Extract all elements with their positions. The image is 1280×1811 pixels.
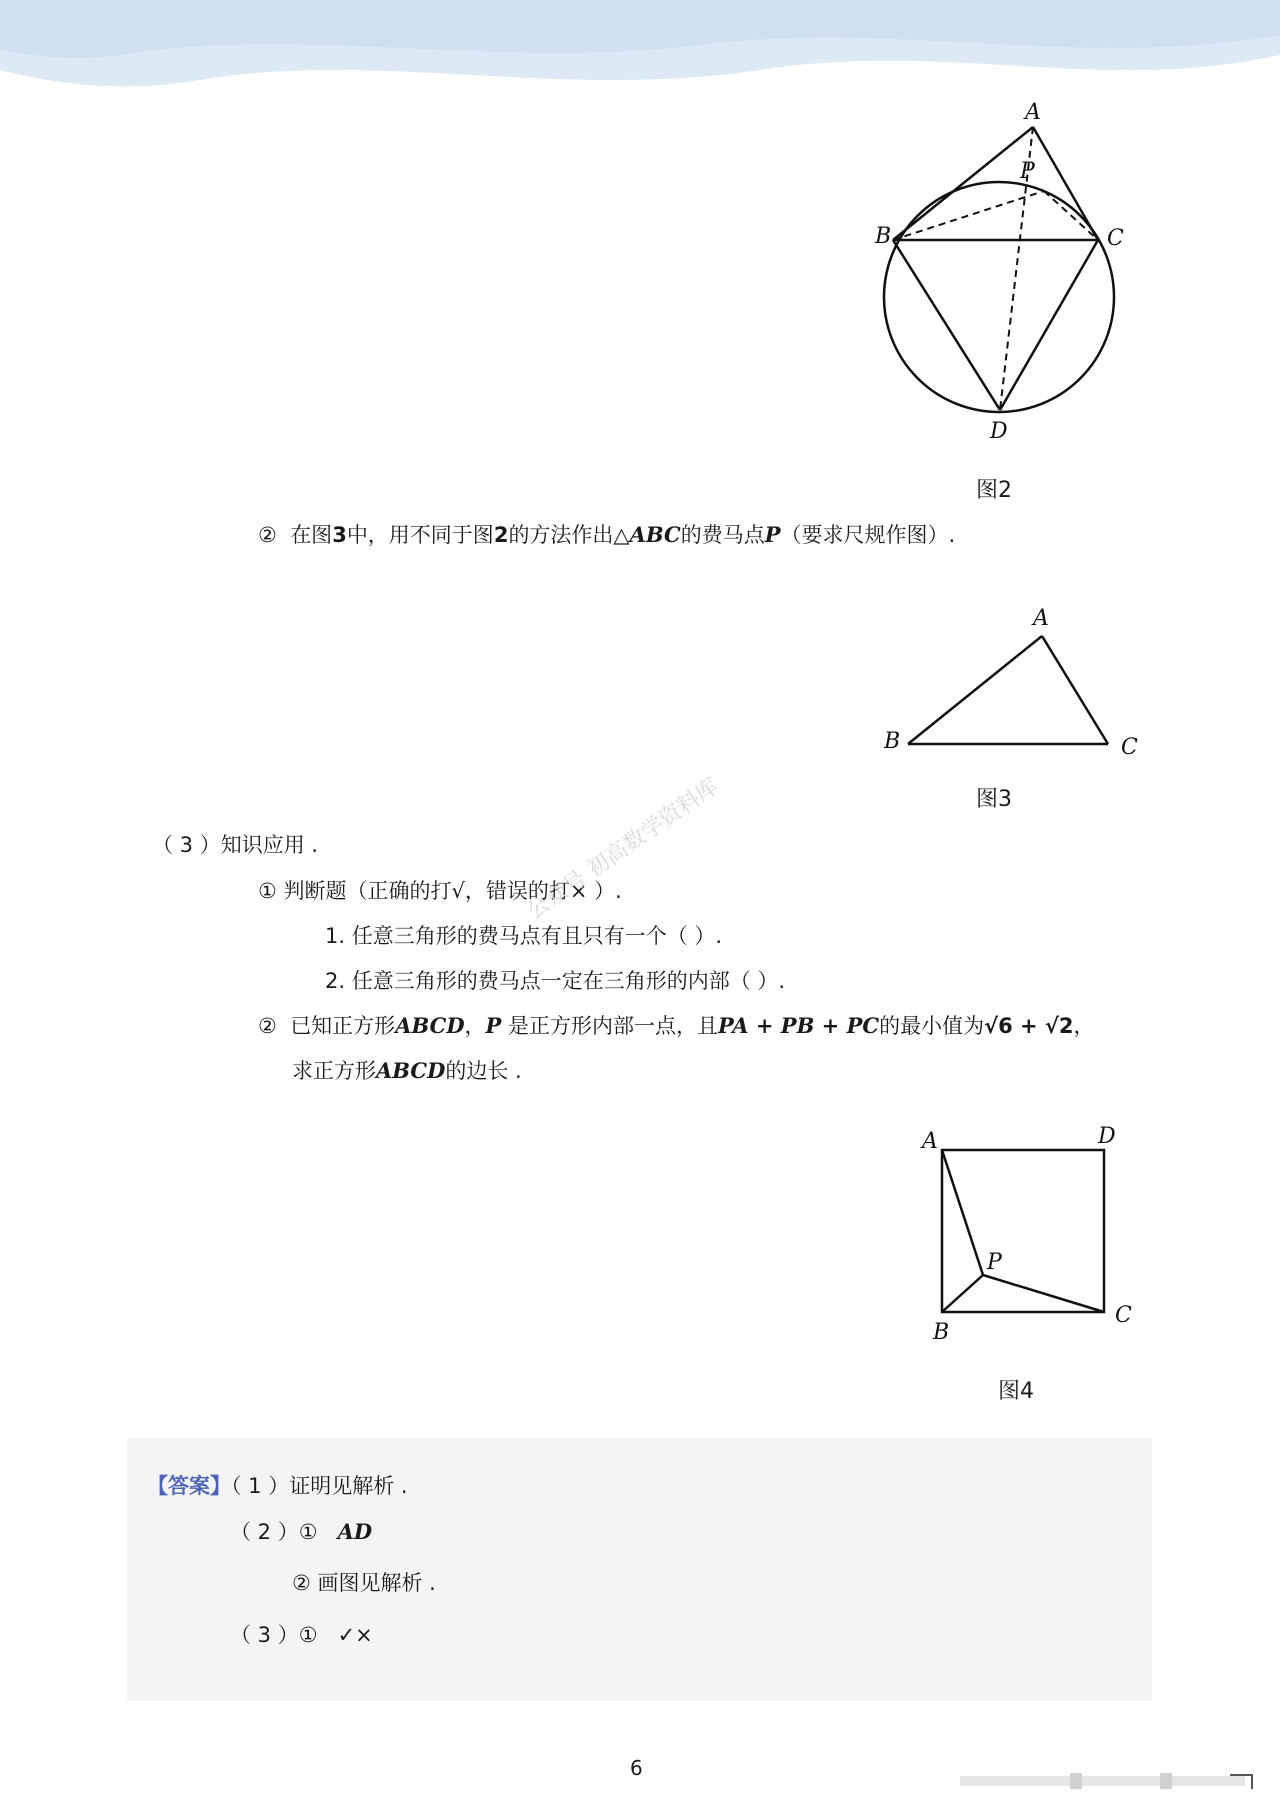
fig4-label-d: D — [1098, 1124, 1116, 1149]
text: ， — [464, 1014, 486, 1038]
text: 的费马点 — [680, 523, 765, 547]
question-3-judge: ① 判断题（正确的打√，错误的打× ）. — [258, 879, 622, 903]
figure-4-square — [910, 1115, 1150, 1345]
text: 已知正方形 — [290, 1014, 396, 1038]
fig4-label-a: A — [922, 1129, 938, 1154]
question-3-title: （ 3 ）知识应用 . — [152, 833, 319, 857]
math-p: P — [764, 522, 781, 547]
text: 中，用不同于图 — [346, 523, 494, 547]
fig4-label-c: C — [1115, 1303, 1132, 1328]
fig3-label-c: C — [1121, 735, 1138, 760]
answer-2-label: （ 2 ）① — [230, 1520, 318, 1544]
answer-line-3 — [230, 1620, 373, 1650]
answer-line-1 — [147, 1471, 408, 1501]
marker: ② — [258, 523, 277, 547]
text: 是正方形内部一点，且 — [501, 1014, 719, 1038]
text: （要求尺规作图）. — [780, 523, 956, 547]
fig2-label-a: A — [1025, 100, 1041, 125]
fig2-label-b: B — [875, 224, 892, 249]
question-3-part-2-line-2 — [292, 1056, 522, 1086]
math-abcd: ABCD — [376, 1058, 446, 1083]
answer-1: （ 1 ）证明见解析 . — [231, 1474, 408, 1498]
figure-3-caption: 图3 — [976, 787, 1012, 812]
text: 求正方形 — [292, 1059, 376, 1083]
text: 的最小值为 — [879, 1014, 985, 1038]
math-abcd: ABCD — [395, 1013, 465, 1038]
figure-3-triangle — [880, 602, 1150, 762]
marker: ② — [258, 1014, 277, 1038]
text: 在图 — [290, 523, 333, 547]
fig2-label-p: P — [1020, 159, 1035, 184]
math-value: √6 + √2 — [984, 1014, 1074, 1038]
text: ， — [1073, 1014, 1095, 1038]
math-p: P — [485, 1013, 502, 1038]
figure-2-circle-triangle — [860, 95, 1140, 455]
fig2-label-d: D — [990, 419, 1008, 444]
answer-2-value: AD — [337, 1519, 373, 1544]
question-3-item-1: 1. 任意三角形的费马点有且只有一个（ ）. — [325, 924, 723, 948]
figure-2-caption: 图2 — [976, 478, 1012, 503]
footer-bar-decoration — [960, 1773, 1255, 1789]
question-3-item-2: 2. 任意三角形的费马点一定在三角形的内部（ ）. — [325, 969, 786, 993]
figure-ref: 2 — [493, 523, 509, 547]
question-3-part-2 — [258, 1011, 1095, 1041]
fig4-label-p: P — [987, 1250, 1002, 1275]
fig4-label-b: B — [933, 1320, 950, 1345]
math-expression: PA + PB + PC — [718, 1013, 880, 1038]
page-number: 6 — [630, 1756, 643, 1780]
text: 的边长 . — [445, 1059, 522, 1083]
figure-ref: 3 — [332, 523, 347, 547]
answer-line-2b: ② 画图见解析 . — [292, 1571, 436, 1595]
fig3-label-b: B — [884, 729, 901, 754]
answer-3-label: （ 3 ）① — [230, 1623, 318, 1647]
answer-tag: 【答案】 — [147, 1474, 231, 1498]
math-abc: ABC — [629, 522, 681, 547]
answer-3-value: ✓× — [337, 1623, 373, 1647]
text: 的方法作出△ — [508, 523, 630, 547]
header-wave-decoration — [0, 0, 1280, 95]
fig3-label-a: A — [1033, 606, 1049, 631]
answer-line-2 — [230, 1517, 372, 1547]
fig2-label-c: C — [1107, 226, 1124, 251]
question-2-part-2 — [258, 520, 955, 550]
figure-4-caption: 图4 — [998, 1379, 1034, 1404]
watermark-text: 公众号 初高数学资料库 — [522, 773, 724, 925]
